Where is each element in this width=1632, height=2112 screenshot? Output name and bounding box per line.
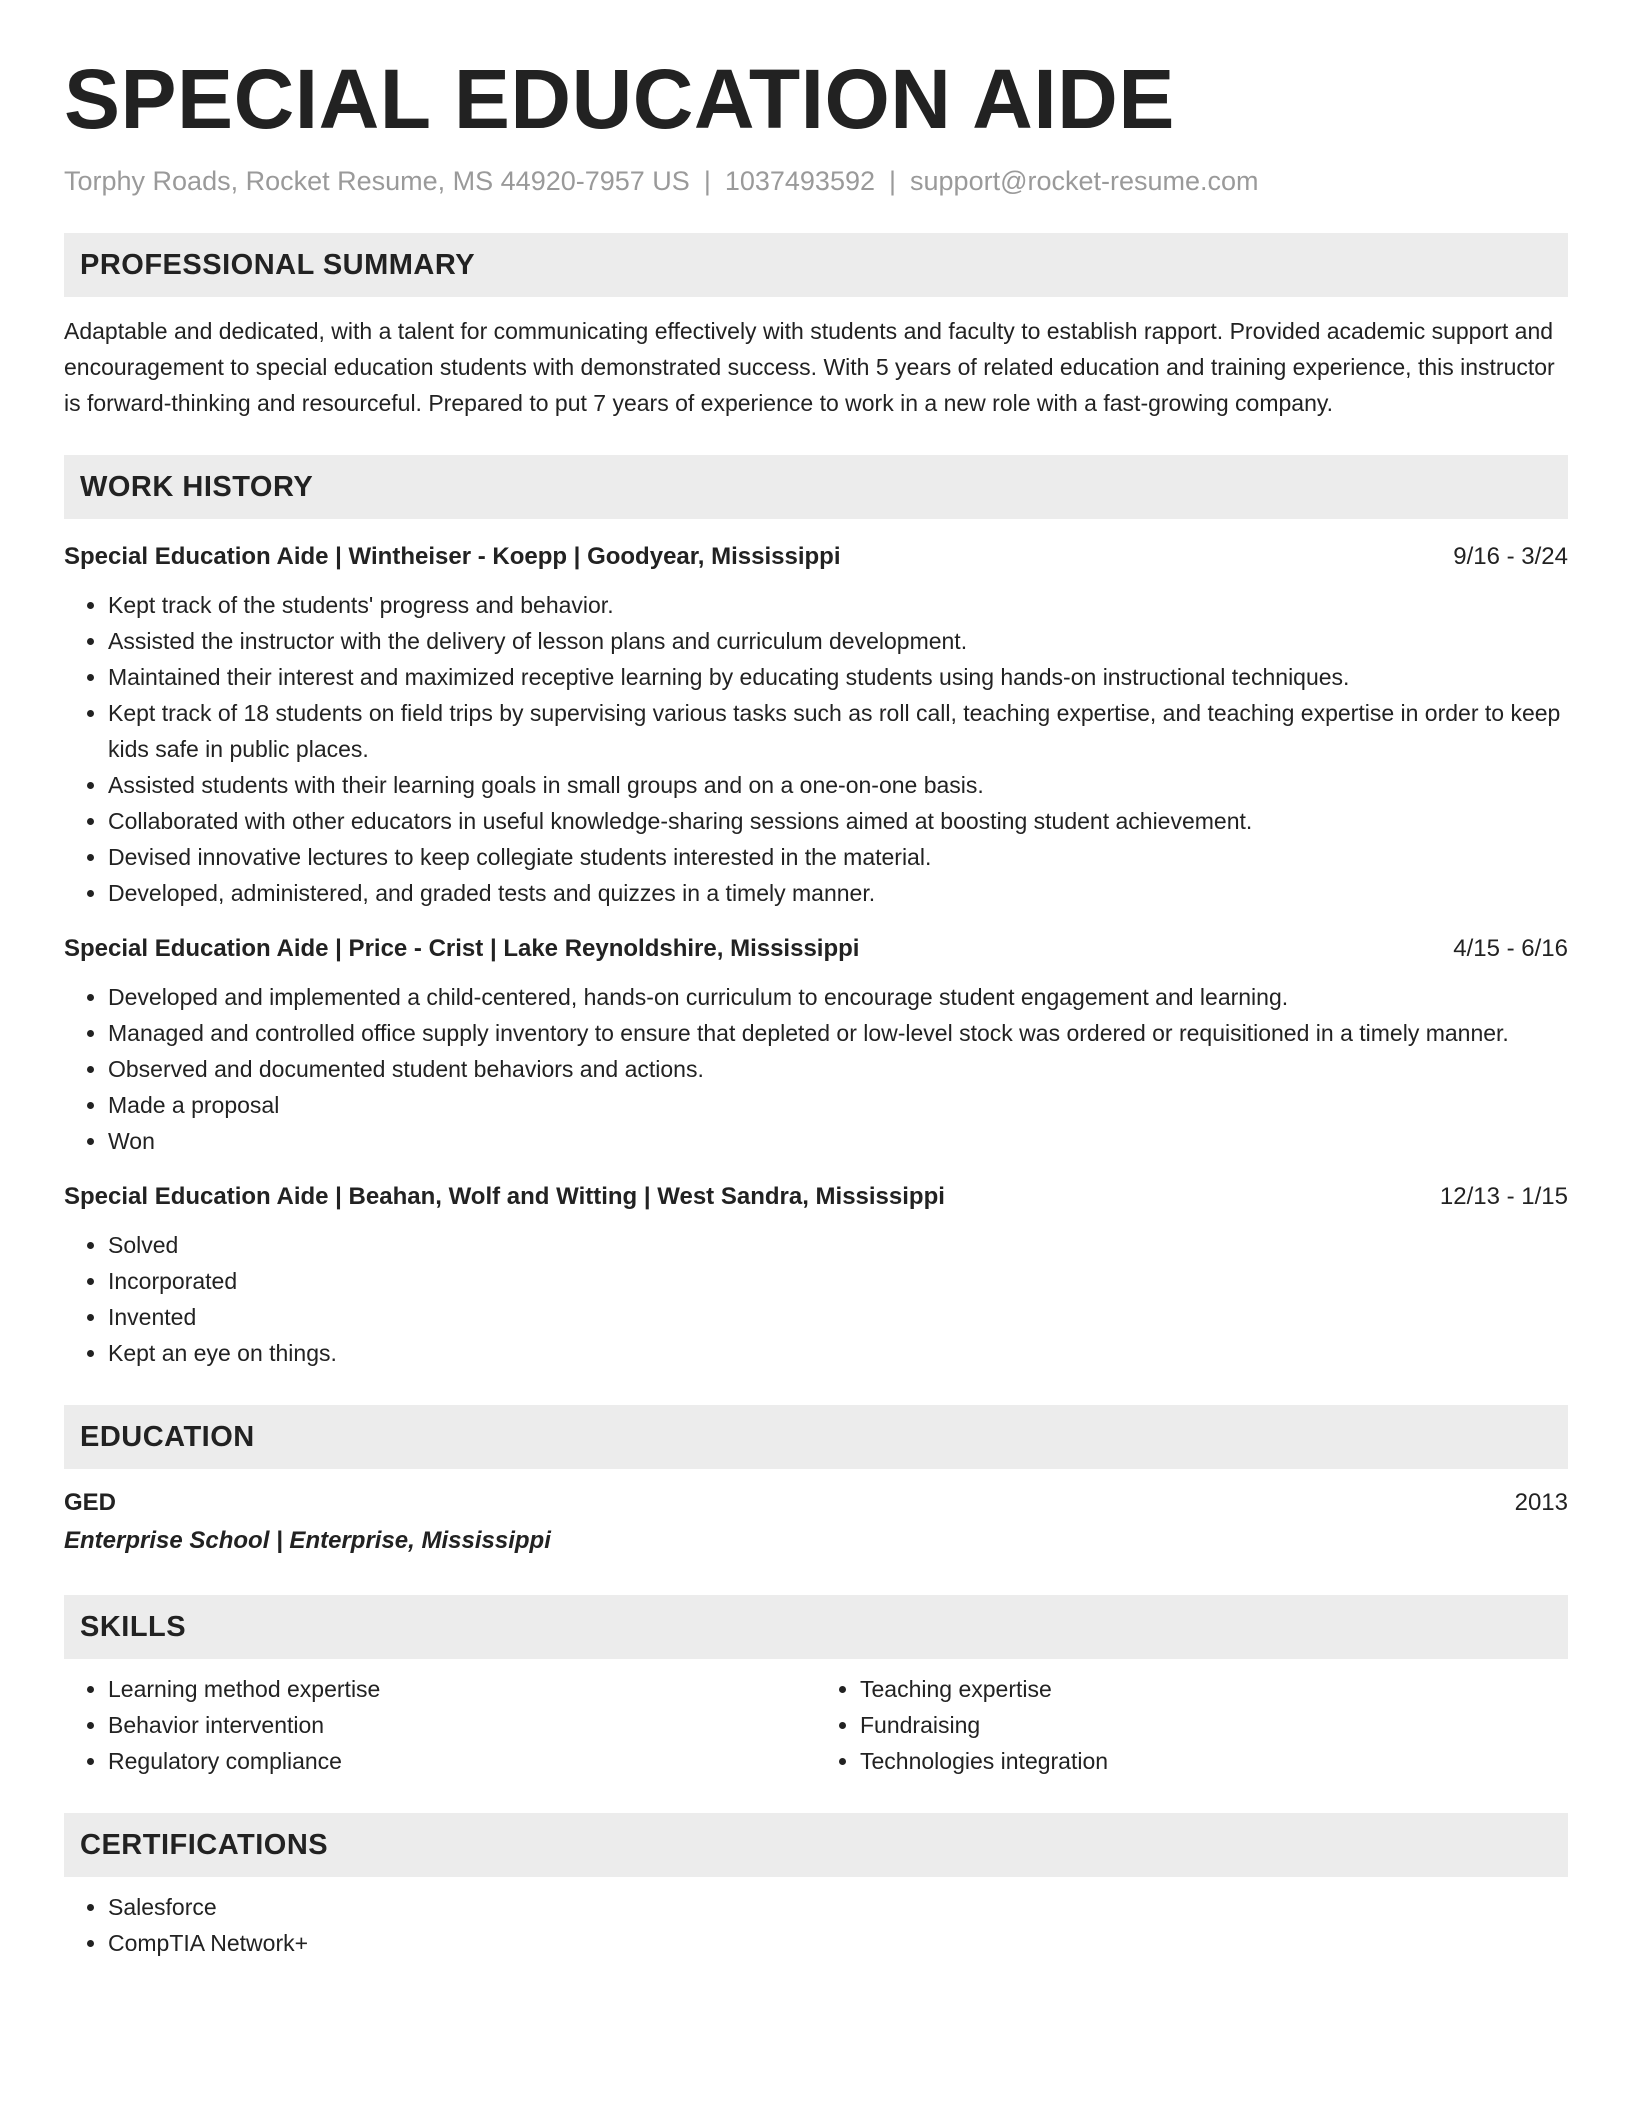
skills-grid (64, 1671, 1568, 1779)
job-bullet: • Developed and implemented a child-centered, hands-on curriculum to encourage student engagement and learning. (108, 979, 1568, 1015)
section-header-summary: PROFESSIONAL SUMMARY (64, 233, 1568, 297)
certification-item: • CompTIA Network+ (108, 1925, 1568, 1961)
education-header (64, 1485, 1568, 1521)
education-year: 2013 (1514, 1489, 1568, 1517)
work-history-section (64, 455, 1568, 1371)
summary-section (64, 233, 1568, 421)
skill-item: • Learning method expertise (108, 1671, 816, 1707)
section-header-work-history: WORK HISTORY (64, 455, 1568, 519)
job-bullets (64, 587, 1568, 911)
skill-item: • Regulatory compliance (108, 1743, 816, 1779)
contact-email: support@rocket-resume.com (910, 166, 1259, 197)
job-heading: Special Education Aide | Wintheiser - Koepp | Goodyear, Mississippi (64, 543, 841, 571)
contact-phone: 1037493592 (724, 166, 875, 197)
job-header (64, 539, 1568, 575)
resume-name: SPECIAL EDUCATION AIDE (64, 52, 1175, 146)
job-heading: Special Education Aide | Beahan, Wolf and Witting | West Sandra, Mississippi (64, 1183, 945, 1211)
job-bullets (64, 1227, 1568, 1371)
job-bullet: • Incorporated (108, 1263, 1568, 1299)
job-bullet: • Maintained their interest and maximized receptive learning by educating students using hands-on instructional techniques. (108, 659, 1568, 695)
job-bullet: • Won (108, 1123, 1568, 1159)
job-dates: 4/15 - 6/16 (1453, 935, 1568, 963)
section-header-certifications: CERTIFICATIONS (64, 1813, 1568, 1877)
certifications-section (64, 1813, 1568, 1961)
education-entry (64, 1485, 1568, 1561)
contact-separator: | (889, 166, 897, 197)
job-entry (64, 539, 1568, 911)
skill-item: • Fundraising (860, 1707, 1568, 1743)
job-bullet: • Collaborated with other educators in useful knowledge-sharing sessions aimed at boosting student achievement. (108, 803, 1568, 839)
job-bullet: • Devised innovative lectures to keep collegiate students interested in the material. (108, 839, 1568, 875)
job-header (64, 931, 1568, 967)
skill-item: • Technologies integration (860, 1743, 1568, 1779)
skills-column-left (64, 1671, 816, 1779)
skills-column-right (816, 1671, 1568, 1779)
job-bullets (64, 979, 1568, 1159)
job-bullet: • Developed, administered, and graded tests and quizzes in a timely manner. (108, 875, 1568, 911)
job-header (64, 1179, 1568, 1215)
job-bullet: • Solved (108, 1227, 1568, 1263)
job-bullet: • Kept an eye on things. (108, 1335, 1568, 1371)
job-dates: 12/13 - 1/15 (1439, 1183, 1568, 1211)
section-header-skills: SKILLS (64, 1595, 1568, 1659)
skill-item: • Teaching expertise (860, 1671, 1568, 1707)
skills-section (64, 1595, 1568, 1779)
job-bullet: • Kept track of 18 students on field trips by supervising various tasks such as roll call, teaching expertise, and teaching expertise in order to keep kids safe in public places. (108, 695, 1568, 767)
education-school: Enterprise School | Enterprise, Mississippi (64, 1527, 551, 1555)
summary-text: Adaptable and dedicated, with a talent for communicating effectively with students and faculty to establish rapport. Provided academic support and encouragement to special education students with demonstrated success. With 5 years of related education and training experience, this instructor is forward-thinking and resourceful. Prepared to put 7 years of experience to work in a new role with a fast-growing company. (64, 318, 1555, 417)
job-bullet: • Made a proposal (108, 1087, 1568, 1123)
contact-line (64, 164, 1568, 199)
job-bullet: • Assisted students with their learning goals in small groups and on a one-on-one basis. (108, 767, 1568, 803)
education-degree: GED (64, 1489, 117, 1517)
section-header-education: EDUCATION (64, 1405, 1568, 1469)
contact-separator: | (703, 166, 711, 197)
job-heading: Special Education Aide | Price - Crist | Lake Reynoldshire, Mississippi (64, 935, 860, 963)
certification-item: • Salesforce (108, 1889, 1568, 1925)
job-bullet: • Kept track of the students' progress and behavior. (108, 587, 1568, 623)
job-entry (64, 1179, 1568, 1371)
job-bullet: • Observed and documented student behaviors and actions. (108, 1051, 1568, 1087)
job-entry (64, 931, 1568, 1159)
job-bullet: • Managed and controlled office supply inventory to ensure that depleted or low-level stock was ordered or requisitioned in a timely manner. (108, 1015, 1568, 1051)
job-bullet: • Invented (108, 1299, 1568, 1335)
job-dates: 9/16 - 3/24 (1453, 543, 1568, 571)
education-section (64, 1405, 1568, 1561)
job-bullet: • Assisted the instructor with the delivery of lesson plans and curriculum development. (108, 623, 1568, 659)
contact-address: Torphy Roads, Rocket Resume, MS 44920-7957 US (64, 166, 690, 197)
skill-item: • Behavior intervention (108, 1707, 816, 1743)
certifications-list (64, 1889, 1568, 1961)
